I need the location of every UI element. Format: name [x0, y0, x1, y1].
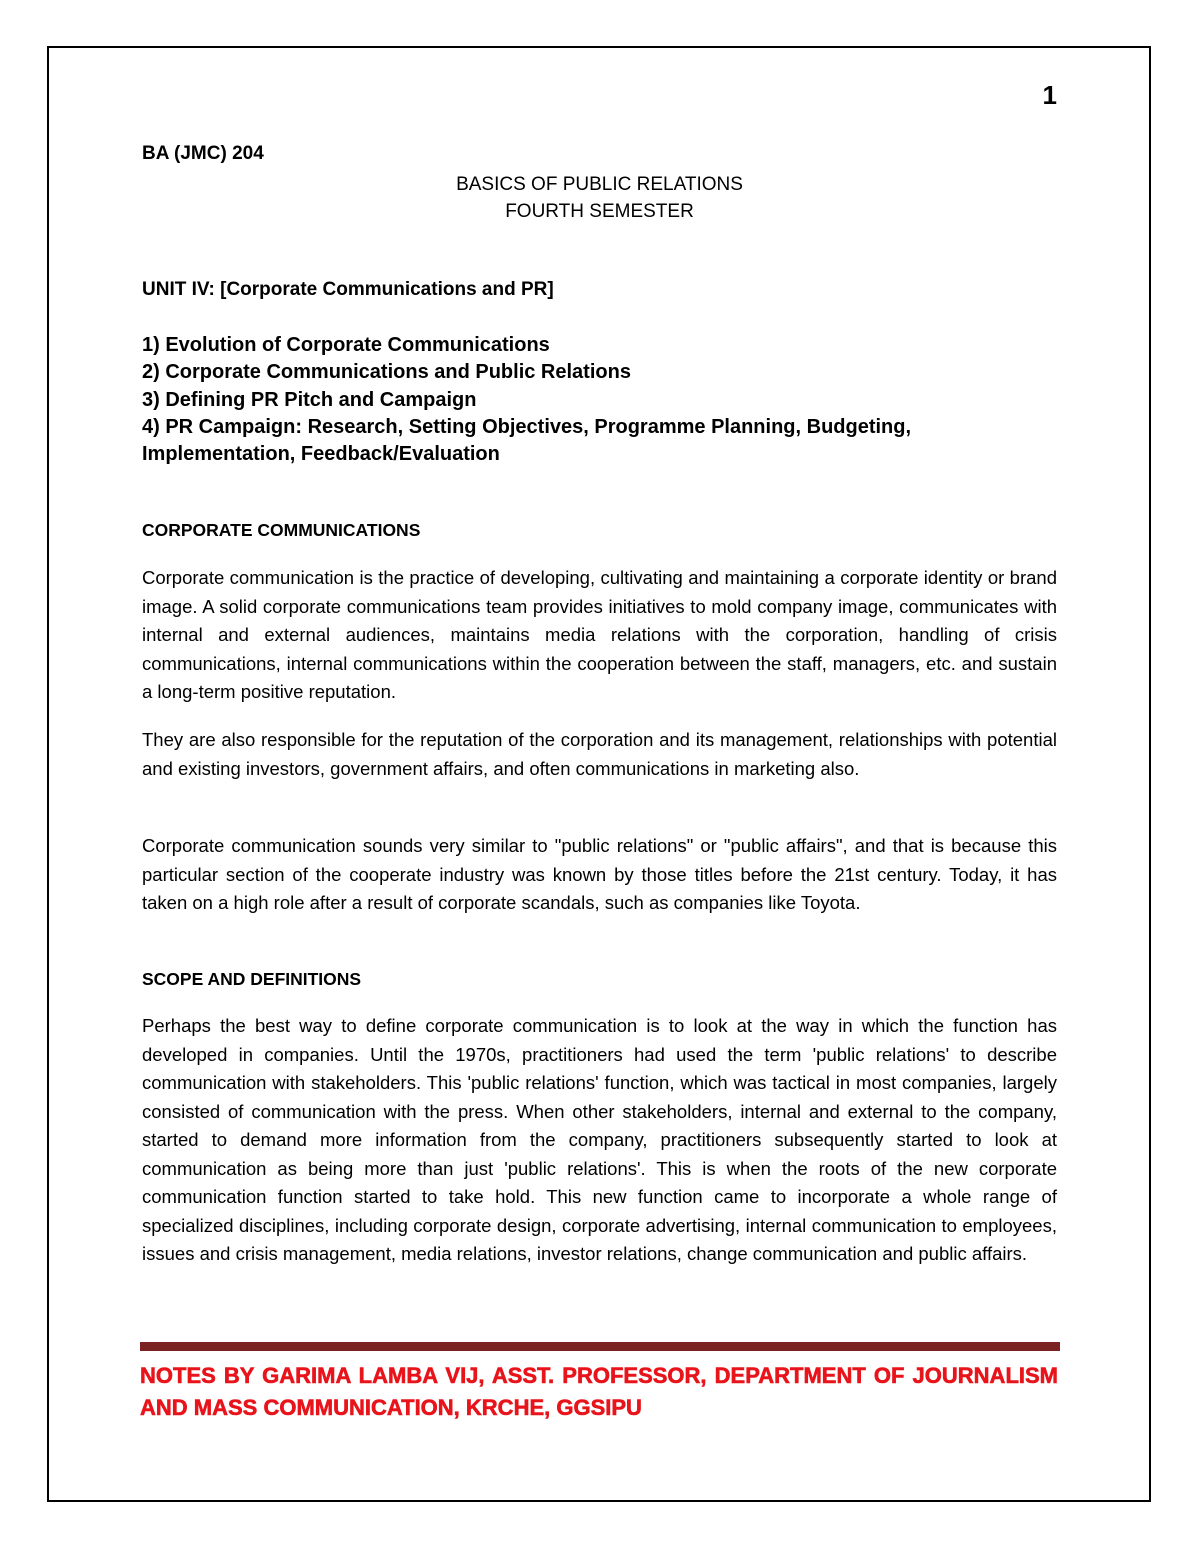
course-code: BA (JMC) 204	[142, 143, 264, 164]
section-heading-corporate-communications: CORPORATE COMMUNICATIONS	[142, 520, 421, 540]
document-title: BASICS OF PUBLIC RELATIONS	[456, 174, 743, 195]
topic-item: 3) Defining PR Pitch and Campaign	[142, 388, 477, 411]
footer-divider	[140, 1342, 1060, 1351]
paragraph: Perhaps the best way to define corporate communication is to look at the way in which the function has developed in companies. Until the 1970s, practitioners had used the term 'public relations' to describe communication with stakeholders. This 'public relations' function, which was tactical in most companies, largely consisted of communication with the press. When other stakeholders, internal and external to the company, started to demand more information from the company, practitioners subsequently started to look at communication as being more than just 'public relations'. This is when the roots of the new corporate communication function started to take hold. This new function came to incorporate a whole range of specialized disciplines, including corporate design, corporate advertising, internal communication to employees, issues and crisis management, media relations, investor relations, change communication and public affairs.	[142, 1015, 1057, 1264]
topic-list	[142, 332, 1057, 468]
paragraph: They are also responsible for the reputation of the corporation and its management, relationships with potential and existing investors, government affairs, and often communications in marketing also.	[142, 729, 1057, 779]
title-block	[142, 171, 1057, 225]
footer-author-note: NOTES BY GARIMA LAMBA VIJ, ASST. PROFESSOR, DEPARTMENT OF JOURNALISM AND MASS COMMUNICATION, KRCHE, GGSIPU	[140, 1363, 1058, 1420]
topic-item: 1) Evolution of Corporate Communications	[142, 334, 550, 356]
semester-label: FOURTH SEMESTER	[505, 201, 694, 222]
topic-item: 2) Corporate Communications and Public Relations	[142, 361, 631, 384]
section-heading-scope-definitions: SCOPE AND DEFINITIONS	[142, 969, 362, 989]
page-number: 1	[1042, 80, 1057, 110]
unit-heading: UNIT IV: [Corporate Communications and PR]	[142, 279, 554, 300]
topic-item: 4) PR Campaign: Research, Setting Objectives, Programme Planning, Budgeting, Implementation, Feedback/Evaluation	[142, 415, 912, 466]
paragraph: Corporate communication is the practice of developing, cultivating and maintaining a corporate identity or brand image. A solid corporate communications team provides initiatives to mold company image, communicates with internal and external audiences, maintains media relations with the corporation, handling of crisis communications, internal communications within the cooperation between the staff, managers, etc. and sustain a long-term positive reputation.	[142, 567, 1057, 702]
paragraph: Corporate communication sounds very similar to "public relations" or "public affairs", and that is because this particular section of the cooperate industry was known by those titles before the 21st century. Today, it has taken on a high role after a result of corporate scandals, such as companies like Toyota.	[142, 835, 1057, 913]
